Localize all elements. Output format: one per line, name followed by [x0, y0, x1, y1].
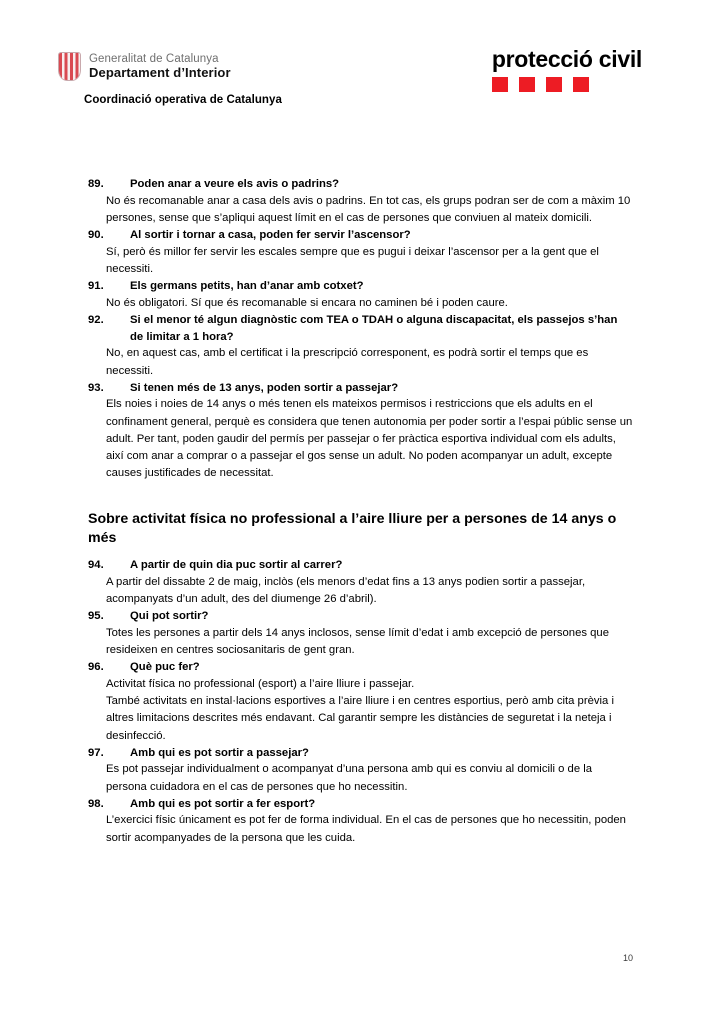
faq-question — [88, 312, 636, 345]
proteccio-civil-square — [492, 77, 508, 92]
section-heading: Sobre activitat física no professional a l’aire lliure per a persones de 14 anys o més — [88, 511, 617, 547]
faq-number: 97. — [88, 746, 104, 759]
generalitat-line1: Generalitat de Catalunya — [89, 53, 219, 66]
faq-answer: Es pot passejar individualment o acompanyat d’una persona amb qui es conviu al domicili o de la persona cuidadora en el cas de persones que ho necessitin. — [106, 763, 593, 793]
document-body — [88, 176, 636, 847]
faq-question — [88, 557, 636, 574]
faq-number: 98. — [88, 797, 104, 810]
faq-answer: A partir del dissabte 2 de maig, inclòs (els menors d’edat fins a 13 anys podien sortir a passejar, acompanyats d’un adult, des del diumenge 26 d’abril). — [106, 575, 586, 606]
faq-question — [88, 176, 636, 193]
faq-number: 96. — [88, 661, 104, 674]
faq-question-text: Amb qui es pot sortir a fer esport? — [130, 797, 316, 810]
faq-item — [88, 312, 636, 380]
faq-list-children — [88, 176, 636, 482]
coordination-title: Coordinació operativa de Catalunya — [84, 94, 282, 106]
faq-item — [88, 745, 636, 796]
faq-item — [88, 557, 636, 608]
catalan-shield-icon — [58, 52, 81, 81]
faq-answer: No és obligatori. Sí que és recomanable si encara no caminen bé i poden caure. — [106, 296, 508, 309]
faq-question-text: Què puc fer? — [130, 661, 200, 674]
proteccio-civil-square — [573, 77, 589, 92]
faq-item — [88, 659, 636, 744]
faq-number: 95. — [88, 610, 104, 623]
generalitat-wordmark — [89, 53, 231, 80]
faq-number: 90. — [88, 229, 104, 242]
faq-question — [88, 659, 636, 676]
faq-question-text: Els germans petits, han d’anar amb cotxet? — [130, 280, 364, 293]
faq-question-text: Si el menor té algun diagnòstic com TEA o TDAH o alguna discapacitat, els passejos s’han de limitar a 1 hora? — [130, 313, 618, 343]
faq-question — [88, 796, 636, 813]
faq-question — [88, 278, 636, 295]
faq-answer: Totes les persones a partir dels 14 anys inclosos, sense límit d’edat i amb excepció de persones que resideixen en centres sociosanitaris de gent gran. — [106, 627, 609, 657]
document-header — [0, 46, 724, 116]
faq-question-text: A partir de quin dia puc sortir al carrer? — [130, 559, 343, 572]
proteccio-civil-square — [546, 77, 562, 92]
faq-answer: No és recomanable anar a casa dels avis o padrins. En tot cas, els grups podran ser de com a màxim 10 persones, sense que s’apliqui aquest límit en el cas de persones que conviuen al mateix domicili. — [106, 194, 631, 224]
faq-answer: L’exercici físic únicament es pot fer de forma individual. En el cas de persones que ho necessitin, poden sortir acompanyades de la persona que les cuida. — [106, 814, 626, 844]
faq-answer: Els noies i noies de 14 anys o més tenen els mateixos permisos i restriccions que els adults en el confinament general, perquè es considera que tenen autonomia per poder sortir a l’espai públic sense un adult. Per tant, poden gaudir del permís per passejar o fer pràctica esportiva individual com els adults, així com anar a comprar o a passejar el gos sense un adult. No poden acompanyar un adult, excepte causes justificades de necessitat. — [106, 398, 633, 480]
proteccio-civil-logo — [492, 48, 642, 92]
faq-question-text: Poden anar a veure els avis o padrins? — [130, 178, 340, 190]
faq-item — [88, 227, 636, 278]
faq-answer: Sí, però és millor fer servir les escales sempre que es pugui i deixar l’ascensor per a la gent que el necessiti. — [106, 245, 599, 275]
faq-question-text: Si tenen més de 13 anys, poden sortir a passejar? — [130, 381, 399, 394]
faq-question — [88, 745, 636, 762]
faq-answer: També activitats en instal·lacions esportives a l’aire lliure i en centres esportius, però amb cita prèvia i altres limitacions descrites més endavant. Cal garantir sempre les distàncies de seguretat i la neteja i desinfecció. — [106, 695, 614, 742]
generalitat-logo — [58, 52, 231, 81]
faq-list-adults — [88, 557, 636, 846]
page-number: 10 — [623, 953, 634, 963]
faq-item — [88, 176, 636, 227]
faq-question-text: Al sortir i tornar a casa, poden fer servir l’ascensor? — [130, 229, 411, 242]
faq-item — [88, 608, 636, 659]
proteccio-civil-squares — [492, 77, 642, 92]
faq-item — [88, 380, 636, 483]
faq-item — [88, 278, 636, 312]
faq-question — [88, 227, 636, 244]
faq-number: 94. — [88, 559, 104, 572]
proteccio-civil-wordmark: protecció civil — [491, 46, 642, 72]
faq-question-text: Qui pot sortir? — [130, 610, 209, 623]
faq-question-text: Amb qui es pot sortir a passejar? — [130, 746, 309, 759]
faq-question — [88, 380, 636, 397]
faq-item — [88, 796, 636, 847]
generalitat-line2: Departament d’Interior — [89, 65, 231, 81]
faq-number: 91. — [88, 280, 104, 293]
shield-stripes — [59, 53, 80, 80]
faq-number: 89. — [88, 178, 104, 190]
faq-answer: No, en aquest cas, amb el certificat i la prescripció corresponent, es podrà sortir el temps que es necessiti. — [106, 347, 589, 377]
faq-question — [88, 608, 636, 625]
proteccio-civil-square — [519, 77, 535, 92]
faq-answer: Activitat física no professional (esport) a l’aire lliure i passejar. — [106, 678, 415, 691]
faq-number: 93. — [88, 381, 104, 394]
faq-number: 92. — [88, 313, 104, 326]
